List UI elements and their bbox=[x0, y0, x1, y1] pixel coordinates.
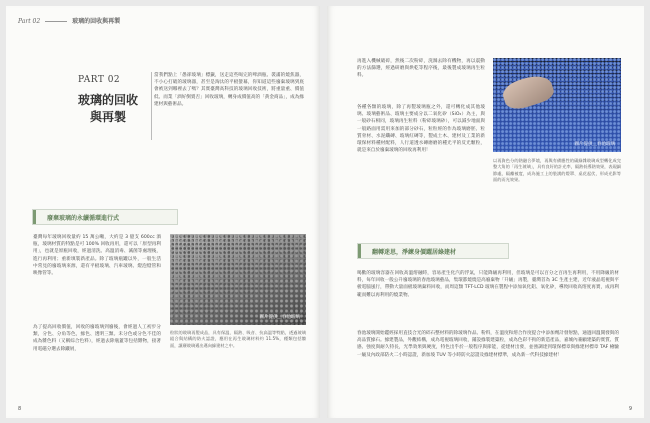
photo-credit: 圖片提供＿春池玻璃 bbox=[259, 315, 300, 320]
title-divider bbox=[151, 72, 152, 140]
running-head-part: Part 02 bbox=[18, 18, 41, 25]
left-page bbox=[6, 6, 320, 418]
section1-paragraph: 臺灣每年玻璃回收量約 15 萬公噸，大約是 3 億支 600cc 酒瓶，玻璃材質的特點是可 100% 回收再用，還可以「原型再利用」，也就是原瓶回收，經過清洗、高溫消毒、滅菌等處理後，進行再利用；重新填裝新產品。除了玻璃瓶罐以外，一般生活中常見的廢玻璃來源，還有平板玻璃、汽車玻璃、燈泡燈管和映像管等。 bbox=[33, 235, 161, 277]
part-label-text: PART 02 bbox=[78, 75, 121, 85]
glass-granules-photo bbox=[493, 58, 621, 152]
running-head-title: 玻璃的回收與再製 bbox=[72, 18, 121, 25]
foam-glass-photo bbox=[170, 234, 306, 325]
section-heading: 翻轉迷思，淨練身價躍居綠建材 bbox=[372, 249, 457, 256]
section-heading: 廢棄玻璃的永續循環進行式 bbox=[47, 215, 120, 222]
hand-shape bbox=[500, 71, 556, 113]
chapter-title-line2: 與再製 bbox=[89, 110, 126, 124]
photo-caption: 以再資色分的熱融合夢境，再與有備應性的碳綠雜玻璃成型轉化成完整大角的「再生玻璃」，具有良好的計光率，隔熱低導熱效果，表現細節處，隔離被度，成為施工上的裝潢的燈罩、桌花起伏，形成光影等面的而光效果。 bbox=[493, 158, 621, 183]
section-heading-box bbox=[32, 209, 178, 225]
right-page bbox=[327, 6, 644, 418]
page-number: 8 bbox=[18, 406, 22, 412]
section-heading-bar bbox=[33, 210, 36, 224]
photo-credit: 圖片提供＿春池玻璃 bbox=[574, 142, 615, 147]
section-heading-bar bbox=[358, 244, 361, 258]
section2-paragraph-2: 春池玻璃開始鑑經採用直技合光的碎石整材料的除玻璃作品。粉料，在溫度和熔合作度提合中添加劑計發射點，通過回溫開發與的高品質綠石。綠建製品，外觀結構，成為電視玻璃回收，鋪設綠裝建築粒，成為色彩不拘的新造產品，嘉城內兼顧建築的實質、質感、強度與耐久特長，光學效果與硬度，特色出乎於一般程序與節能，從建材出發，並強調達到環保標章與綠建材標章 TAF 檢驗一級及內政部防火二小時認證，新加坡 TUV 等小時防火認證及綠建材標準，成為新一代科技綠建材！ bbox=[357, 331, 619, 358]
column2-paragraph: 各種各類的玻璃，除了再製玻璃瓶之外，還可轉化成其他玻璃、玻璃藝術品、玻璃主要成分以二氧化矽（SiO₂）為主，與一般砂石相同，玻璃再生粒料（粉碎玻璃砂），可以減少地面與一般路面用需用來加的部分砂石，粒粒經的作為玻璃磨胚、粒質骨材、水泥纖磚、玻璃紅磚等，製成土木、建材及工業的新環保材料種材配料，人行道透水磚磨磨的種光平的反光顆粒，就是來自於廢棄玻璃的回收再利用！ bbox=[357, 105, 485, 154]
intro-paragraph: 當我們點上「愚卻玻璃」標籤，送走這些喝完的啤酒瓶、裝滿的燒焦器，不小心打破的玻璃器，甚至是淘汰的平板螢幕，你知道這些廢棄玻璃到底會被送到哪裡去了嗎？其實臺灣高科技的玻璃回收技術，將重量重、價值低、而業「酒好倒賣否」回收玻璃，轉身成價值高的「黃金商品」，成為綠建材與藝術品。 bbox=[154, 73, 304, 107]
page-number: 9 bbox=[628, 406, 632, 412]
section-heading-box bbox=[357, 243, 509, 259]
chapter-title-line1: 玻璃的回收 bbox=[77, 93, 138, 107]
photo-caption: 粒狀的玻璃再製成品，具有保溫、隔熱、吸音、抗高溫等特點，透過玻璃組合與結構的防火認證，應用在再生玻璃材料約 11.5%，種類包括牆面，讓廢玻璃邁出邁向綠建材之中。 bbox=[170, 330, 306, 348]
section1-paragraph-2: 為了提高回收價值，回收的廢玻璃到廢後，會經過人工初步分類，分色、分角等色，綠色、透明三類。未分色或分色不佳的成為雜色料（又稱綜合色料），經過去除瓶蓋等包括雜物，接著用電磁分選去除鐵屑， bbox=[33, 325, 161, 352]
running-head-rule bbox=[45, 21, 67, 22]
section2-paragraph-1: 喝歡的玻璃容器在回收高溫熔融時，容易產生化汽的浮氣，只能降級再利用，但玻璃是可以百分之百再生再利用，不用降級的材料，每年回收一般公升廢玻璃的春池玻璃藝品，集環都燒燒是高廢棄物「升級」再製，臺灣首為 3C 生產主建，近年液晶電視與平板電腦風行，帶動大量面板玻璃棄料回收，而周這類 TFT-LCD 玻璃在製程中添加氧化鋁、氧化矽，導致回收高熔度再實，成再利範而難以再利用的燒業物。 bbox=[357, 271, 619, 298]
part-label bbox=[78, 75, 120, 85]
column1-paragraph: 再進入機械破碎，然後二次粉碎，洗滌去除有機物，再以震動的方法篩選，經過研磨與烘乾等程序後，最後製成玻璃再生粒料。 bbox=[357, 59, 485, 79]
running-head bbox=[18, 16, 120, 25]
chapter-title bbox=[68, 92, 148, 126]
